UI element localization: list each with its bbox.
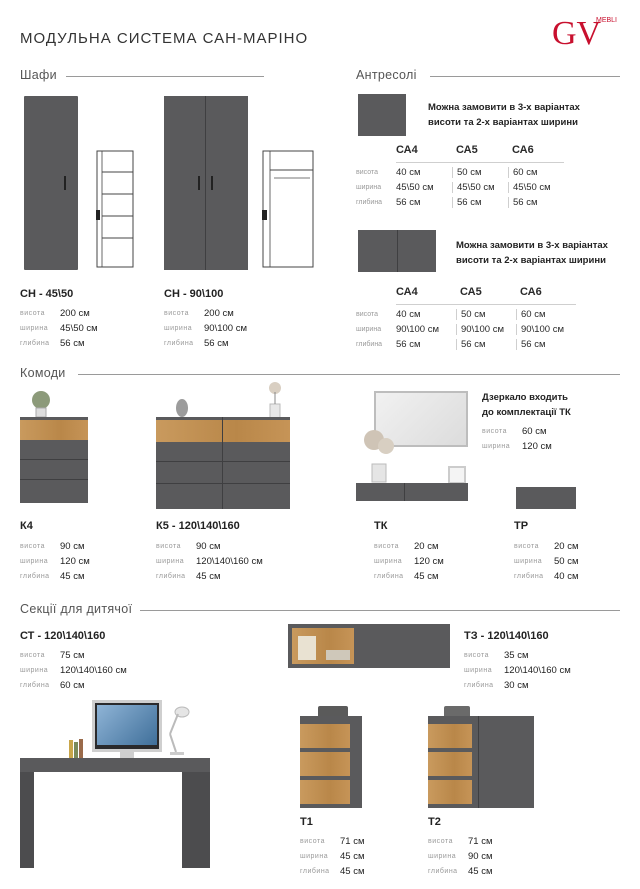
table-cell: 45\50 см <box>396 182 434 193</box>
spec-label: глибина <box>514 573 544 580</box>
table-cell: 50 см <box>456 309 516 320</box>
spec-label: глибина <box>20 682 50 689</box>
spec-label: ширина <box>356 184 382 191</box>
dried-flowers-decor-icon <box>362 426 398 484</box>
section-title-kids: Секції для дитячої <box>20 602 133 616</box>
product-specs <box>464 648 571 693</box>
spec-label: висота <box>356 169 378 176</box>
svg-text:GV: GV <box>552 15 602 52</box>
photo-frame-icon <box>448 466 466 484</box>
section-divider <box>78 374 620 375</box>
plant-decor-icon <box>28 390 54 418</box>
section-title-wardrobes: Шафи <box>20 68 57 82</box>
spec-value: 120\140\160 см <box>196 556 263 567</box>
flowers-decor-icon <box>264 380 286 418</box>
product-name: К4 <box>20 520 33 532</box>
product-name: СТ - 120\140\160 <box>20 630 106 642</box>
product-name: Т1 <box>300 816 313 828</box>
cabinet-t2-image <box>428 716 534 808</box>
vase-decor-icon <box>174 394 190 418</box>
table-cell: 56 см <box>452 197 508 208</box>
spec-value: 120\140\160 см <box>60 665 127 676</box>
spec-label: ширина <box>514 558 543 565</box>
spec-value: 20 см <box>414 541 439 552</box>
spec-label: глибина <box>156 573 186 580</box>
table-cell: 56 см <box>396 339 421 350</box>
table-header: СА6 <box>520 286 542 298</box>
product-specs <box>20 539 90 584</box>
spec-label: ширина <box>164 325 193 332</box>
spec-label: глибина <box>428 868 458 875</box>
mirror-note <box>482 390 571 420</box>
spec-value: 45 см <box>340 866 365 877</box>
note-line: Можна замовити в 3-х варіантах <box>428 102 580 113</box>
product-name: К5 - 120\140\160 <box>156 520 240 532</box>
spec-label: висота <box>20 652 45 659</box>
spec-label: висота <box>464 652 489 659</box>
section-title-mezzanines: Антресолі <box>356 68 417 82</box>
spec-value: 45 см <box>196 571 221 582</box>
spec-label: ширина <box>428 853 457 860</box>
product-specs <box>374 539 444 584</box>
product-name: Т2 <box>428 816 441 828</box>
bedside-tp-image <box>516 487 576 509</box>
section-title-dressers: Комоди <box>20 366 66 380</box>
spec-label: висота <box>156 543 181 550</box>
spec-label: глибина <box>356 341 383 348</box>
spec-value: 120\140\160 см <box>504 665 571 676</box>
spec-label: ширина <box>482 443 511 450</box>
table-cell: 40 см <box>396 167 421 178</box>
desk-lamp-icon <box>164 704 190 756</box>
wardrobe-90-open-image <box>262 150 314 268</box>
spec-value: 90\100 см <box>204 323 247 334</box>
section-divider <box>140 610 620 611</box>
spec-value: 75 см <box>60 650 85 661</box>
spec-label: висота <box>20 543 45 550</box>
spec-value: 56 см <box>60 338 85 349</box>
spec-label: ширина <box>20 558 49 565</box>
spec-value: 45 см <box>468 866 493 877</box>
tv-stand-tk-image <box>356 483 468 501</box>
table-cell: 56 см <box>456 339 516 350</box>
spec-value: 45\50 см <box>60 323 98 334</box>
table-cell: 56 см <box>508 197 564 208</box>
table-cell: 90\100 см <box>516 324 576 335</box>
spec-value: 60 см <box>522 426 547 437</box>
note-line: Дзеркало входить <box>482 392 569 403</box>
desk-leg-right <box>182 772 210 868</box>
spec-label: глибина <box>464 682 494 689</box>
spec-value: 90 см <box>60 541 85 552</box>
spec-value: 45 см <box>414 571 439 582</box>
table-cell: 90\100 см <box>456 324 516 335</box>
spec-label: глибина <box>356 199 383 206</box>
spec-value: 60 см <box>60 680 85 691</box>
spec-label: висота <box>356 311 378 318</box>
table-header: СА4 <box>396 286 418 298</box>
books-decor-icon <box>68 738 88 758</box>
mezzanine-small-image <box>358 94 406 136</box>
mezzanine-spec-table <box>356 286 576 352</box>
svg-text:MEBLI: MEBLI <box>596 17 618 24</box>
table-cell: 45\50 см <box>452 182 508 193</box>
table-cell: 90\100 см <box>396 324 439 335</box>
spec-label: глибина <box>300 868 330 875</box>
table-cell: 50 см <box>452 167 508 178</box>
desk-st-top-image <box>20 758 210 772</box>
spec-value: 120 см <box>414 556 444 567</box>
spec-label: ширина <box>156 558 185 565</box>
product-name: СН - 45\50 <box>20 288 74 300</box>
section-divider <box>430 76 620 77</box>
note-line: висоти та 2-х варіантах ширини <box>456 255 606 266</box>
spec-value: 35 см <box>504 650 529 661</box>
product-specs <box>428 834 493 879</box>
spec-label: висота <box>164 310 189 317</box>
table-header: СА4 <box>396 144 418 156</box>
spec-value: 120 см <box>522 441 552 452</box>
wardrobe-45-open-image <box>96 150 134 268</box>
desk-leg-left <box>20 772 34 868</box>
table-header: СА6 <box>512 144 534 156</box>
spec-label: ширина <box>20 667 49 674</box>
product-specs <box>514 539 579 584</box>
table-cell: 56 см <box>396 197 421 208</box>
mezzanine-note <box>456 238 608 268</box>
note-line: висоти та 2-х варіантах ширини <box>428 117 578 128</box>
mezzanine-spec-table <box>356 144 564 210</box>
table-cell: 60 см <box>516 309 576 320</box>
spec-value: 45 см <box>340 851 365 862</box>
spec-label: висота <box>300 838 325 845</box>
product-specs <box>300 834 365 879</box>
product-name: ТК <box>374 520 388 532</box>
table-cell: 45\50 см <box>508 182 564 193</box>
product-specs <box>156 539 263 584</box>
spec-label: висота <box>374 543 399 550</box>
spec-label: ширина <box>20 325 49 332</box>
page-title: МОДУЛЬНА СИСТЕМА САН-МАРІНО <box>20 30 309 47</box>
table-header: СА5 <box>460 286 482 298</box>
note-line: до комплектації ТК <box>482 407 571 418</box>
spec-label: глибина <box>20 573 50 580</box>
spec-value: 71 см <box>340 836 365 847</box>
product-specs <box>20 648 127 693</box>
spec-label: висота <box>514 543 539 550</box>
spec-value: 20 см <box>554 541 579 552</box>
note-line: Можна замовити в 3-х варіантах <box>456 240 608 251</box>
table-cell: 40 см <box>396 309 421 320</box>
product-specs <box>164 306 247 351</box>
spec-value: 90 см <box>468 851 493 862</box>
wardrobe-45-image <box>24 96 78 270</box>
spec-value: 120 см <box>60 556 90 567</box>
spec-label: висота <box>428 838 453 845</box>
brand-logo <box>552 10 620 52</box>
product-name: ТР <box>514 520 529 532</box>
table-header: СА5 <box>456 144 478 156</box>
mezzanine-large-image <box>358 230 436 272</box>
spec-value: 30 см <box>504 680 529 691</box>
spec-label: висота <box>482 428 507 435</box>
section-divider <box>66 76 264 77</box>
mezzanine-note <box>428 100 580 130</box>
spec-value: 71 см <box>468 836 493 847</box>
wall-shelf-t3-image <box>288 624 450 668</box>
dresser-k4-image <box>20 417 88 503</box>
product-name: СН - 90\100 <box>164 288 224 300</box>
table-cell: 60 см <box>508 167 564 178</box>
product-specs <box>20 306 98 351</box>
table-cell: 56 см <box>516 339 576 350</box>
spec-value: 56 см <box>204 338 229 349</box>
spec-label: ширина <box>356 326 382 333</box>
monitor-icon <box>92 700 162 752</box>
spec-label: висота <box>20 310 45 317</box>
dresser-k5-image <box>156 417 290 509</box>
spec-label: глибина <box>164 340 194 347</box>
spec-value: 90 см <box>196 541 221 552</box>
spec-label: глибина <box>374 573 404 580</box>
spec-value: 45 см <box>60 571 85 582</box>
spec-label: ширина <box>464 667 493 674</box>
spec-label: ширина <box>374 558 403 565</box>
cabinet-t1-image <box>300 716 362 808</box>
spec-value: 200 см <box>204 308 234 319</box>
spec-value: 40 см <box>554 571 579 582</box>
spec-value: 200 см <box>60 308 90 319</box>
wardrobe-90-image <box>164 96 248 270</box>
spec-value: 50 см <box>554 556 579 567</box>
spec-label: ширина <box>300 853 329 860</box>
spec-label: глибина <box>20 340 50 347</box>
mirror-specs <box>482 424 552 454</box>
product-name: ТЗ - 120\140\160 <box>464 630 549 642</box>
